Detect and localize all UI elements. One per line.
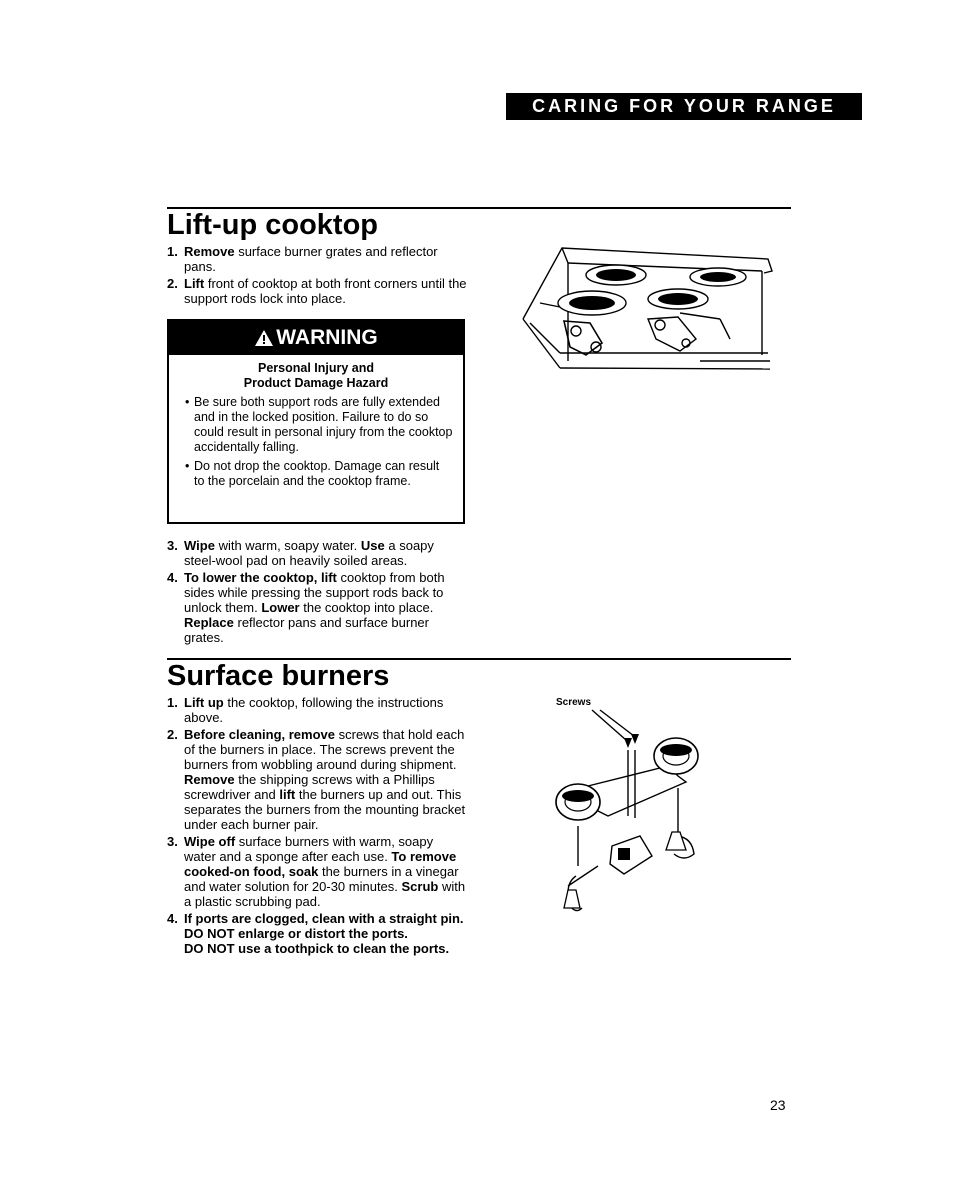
list-item <box>167 570 467 645</box>
step-text: cooktop from both sides while pressing the support rods back to unlock them. <box>184 570 445 615</box>
list-item <box>167 834 467 909</box>
warning-bullets <box>169 395 463 489</box>
step-bold-text: Lift up <box>184 695 224 710</box>
step-text: reflector pans and surface burner grates. <box>184 615 429 645</box>
step-text: use a toothpick to clean the ports. <box>234 941 450 956</box>
step-bold-text: DO NOT <box>184 941 235 956</box>
warning-box <box>167 319 465 524</box>
step-number: 4. <box>167 570 178 585</box>
step-bold-text: To lower the cooktop, lift <box>184 570 337 585</box>
step-text: a soapy steel-wool pad on heavily soiled areas. <box>184 538 434 568</box>
step-number: 2. <box>167 727 178 742</box>
list-item <box>167 538 467 568</box>
step-bold-text: Wipe off <box>184 834 236 849</box>
warning-triangle-icon <box>254 329 274 347</box>
list-item <box>167 911 467 956</box>
step-bold-text: Lower <box>261 600 300 615</box>
list-item: • Do not drop the cooktop. Damage can result to the porcelain and the cooktop frame. <box>185 459 453 489</box>
step-number: 2. <box>167 276 178 291</box>
surface-burners-steps-list <box>167 695 467 958</box>
step-text: the burners up and out. This separates the burners from the mounting bracket under each burner pair. <box>184 787 466 832</box>
step-text: with a plastic scrubbing pad. <box>184 879 466 909</box>
lift-up-cooktop-illustration <box>520 243 774 375</box>
lift-up-steps-list-continued <box>167 538 467 647</box>
step-number: 3. <box>167 538 178 553</box>
step-text: surface burners with warm, soapy water and a sponge after each use. <box>184 834 434 864</box>
lift-up-cooktop-title: Lift-up cooktop <box>167 209 379 241</box>
lift-up-steps-list <box>167 244 467 308</box>
step-bold-text: Wipe <box>184 538 215 553</box>
step-text: screws that hold each of the burners in place. The screws prevent the burners from wobbling around during shipment. <box>184 727 465 772</box>
hazard-line-1: Personal Injury and <box>257 361 374 375</box>
warning-label: WARNING <box>276 326 378 349</box>
warning-header <box>169 321 463 355</box>
step-number: 1. <box>167 244 178 259</box>
step-number: 4. <box>167 911 178 926</box>
hazard-title <box>169 361 463 391</box>
step-text: the cooktop, following the instructions above. <box>184 695 444 725</box>
step-bold-text: Before cleaning, remove <box>184 727 335 742</box>
hazard-line-2: Product Damage Hazard <box>243 376 389 390</box>
step-bold-text: Scrub <box>401 879 439 894</box>
page-number: 23 <box>770 1097 786 1113</box>
step-bold-text: Use <box>360 538 385 553</box>
section-header-banner: CARING FOR YOUR RANGE <box>506 93 862 120</box>
surface-burner-assembly-illustration <box>548 706 708 928</box>
step-bold-text: Remove <box>184 244 235 259</box>
step-number: 3. <box>167 834 178 849</box>
step-bold-text: If ports are clogged, clean with a straight pin. DO NOT enlarge or distort the ports. <box>184 911 464 941</box>
list-item <box>167 244 467 274</box>
step-bold-text: Replace <box>184 615 234 630</box>
step-text: front of cooktop at both front corners until the support rods lock into place. <box>184 276 467 306</box>
step-text: the cooktop into place. <box>299 600 434 615</box>
screws-callout-label: Screws <box>556 697 592 708</box>
step-text: the shipping screws with a Phillips screwdriver and <box>184 772 435 802</box>
step-bold-text: Lift <box>184 276 205 291</box>
list-item <box>167 276 467 306</box>
step-text: surface burner grates and reflector pans. <box>184 244 438 274</box>
step-bold-text: To remove cooked-on food, soak <box>184 849 457 879</box>
surface-burners-title: Surface burners <box>167 660 390 692</box>
list-item <box>167 727 467 832</box>
list-item <box>167 695 467 725</box>
step-text: with warm, soapy water. <box>214 538 361 553</box>
step-number: 1. <box>167 695 178 710</box>
list-item: • Be sure both support rods are fully extended and in the locked position. Failure to do so could result in personal injury from the cooktop accidentally falling. <box>185 395 453 455</box>
step-bold-text: lift <box>279 787 296 802</box>
step-bold-text: Remove <box>184 772 235 787</box>
step-text: the burners in a vinegar and water solution for 20-30 minutes. <box>184 864 459 894</box>
